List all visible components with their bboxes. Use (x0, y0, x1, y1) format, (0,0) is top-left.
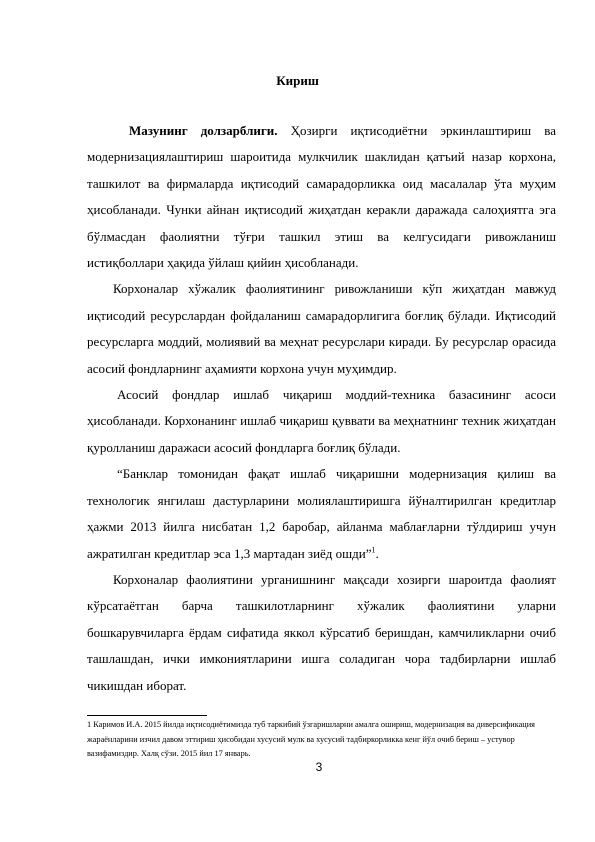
paragraph-lead: Мазунинг долзарблиги. (129, 123, 278, 138)
paragraph-text: Ҳозирги иқтисодиётни эркинлаштириш ва модернизациялаштириш шароитида мулкчилик шаклидан қатъий назар корхона, ташкилот ва фирмаларда иқтисодий самарадорликка оид масалалар ўта муҳим ҳисобланади. Чунки айнан иқтисодий жиҳатдан керакли даражада салоҳиятга эга бўлмасдан фаолиятни тўғри ташкил этиш ва келгусидаги ривожланиш истиқболлари ҳақида ўйлаш қийин ҳисобланади. (87, 123, 556, 271)
footnote-reference[interactable]: 1 (371, 545, 376, 555)
paragraph-resources (87, 276, 556, 382)
footnote-text: 1 Каримов И.А. 2015 йилда иқтисодиётимизда туб таркибий ўзгаришларни амалга ошириш, модернизация ва диверсификация жараёнларини изчил давом эттириш ҳисобидан хусусий мулк ва хусусий тадбиркорликка кенг йўл очиб бериш – устувор вазифамиздир. Халқ сўзи. 2015 йил 17 январь. (87, 720, 535, 758)
footnote-divider (87, 715, 207, 716)
paragraph-text: Корхоналар фаолиятини урганишнинг мақсади хозирги шароитда фаолият кўрсатаётган барча ташкилотларнинг хўжалик фаолиятини уларни бошкарувчиларга ёрдам сифатида яккол кўрсатиб беришдан, камчиликларни очиб ташлашдан, ички имкониятларини ишга соладиган чора тадбирларни ишлаб чикишдан иборат. (87, 571, 556, 693)
paragraph-relevance (87, 118, 556, 276)
page-number: 3 (315, 760, 323, 774)
paragraph-text: Корхоналар хўжалик фаолиятининг ривожланиши кўп жиҳатдан мавжуд иқтисодий ресурслардан фойдаланиш самарадорлигига боғлиқ бўлади. Иқтисодий ресурсларга моддий, молиявий ва меҳнат ресурслари киради. Бу ресурслар орасида асосий фондларнинг аҳамияти корхона учун муҳимдир. (87, 281, 556, 376)
section-title: Кириш (276, 73, 319, 88)
paragraph-tail: . (375, 545, 379, 561)
paragraph-text: “Банклар томонидан фақат ишлаб чиқаришни модернизация қилиш ва технологик янгилаш дастурларини молиялаштиришга йўналтирилган кредитлар ҳажми 2013 йилга нисбатан 1,2 баробар, айланма маблағларни тўлдириш учун ажратилган кредитлар эса 1,3 мартадан зиёд ошди” (87, 466, 556, 561)
paragraph-purpose (87, 567, 556, 699)
body-text (87, 118, 556, 699)
paragraph-fixed-assets (87, 382, 556, 461)
paragraph-quote (87, 461, 556, 567)
paragraph-text: Асосий фондлар ишлаб чиқариш моддий-техника базасининг асоси ҳисобланади. Корхонанинг ишлаб чиқариш қуввати ва меҳнатнинг техник жиҳатдан қуролланиш даражаси асосий фондларга боғлиқ бўлади. (87, 387, 556, 455)
